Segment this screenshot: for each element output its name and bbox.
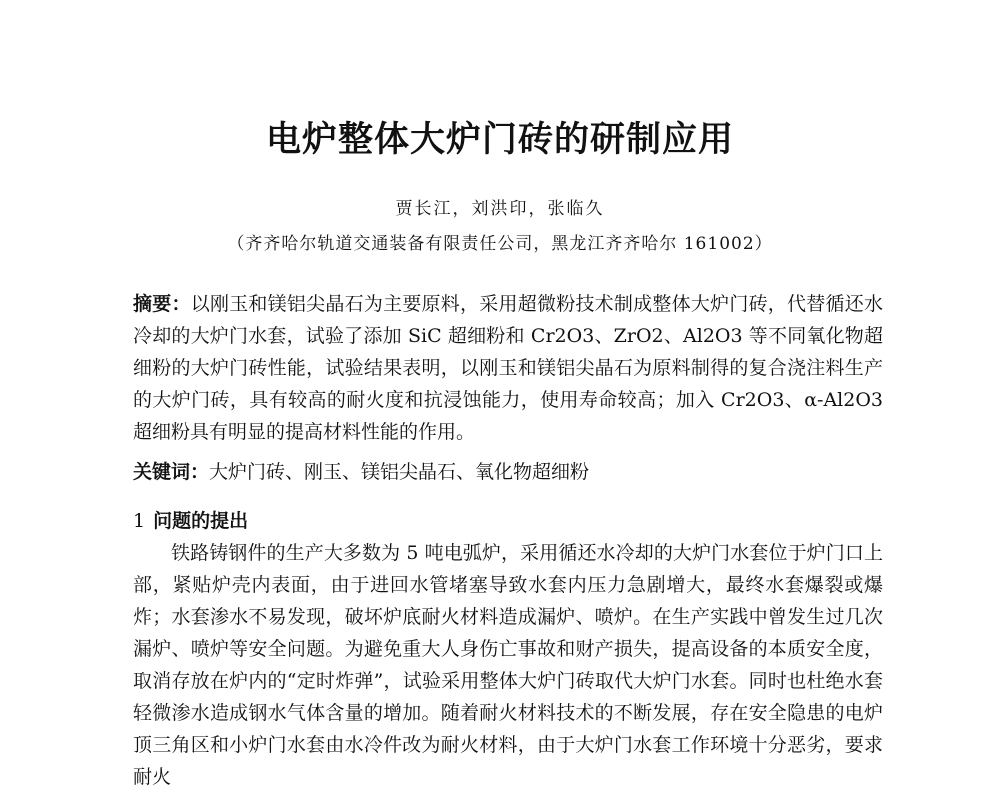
author-list: 贾长江，刘洪印，张临久 [395, 199, 605, 219]
section-paragraph: 铁路铸钢件的生产大多数为 5 吨电弧炉，采用循还水冷却的大炉门水套位于炉门口上部，紧贴炉壳内表面，由于进回水管堵塞导致水套内压力急剧增大，最终水套爆裂或爆炸；水套渗水不易发现，破坏炉底耐火材料造成漏炉、喷炉。在生产实践中曾发生过几次漏炉、喷炉等安全问题。为避免重大人身伤亡事故和财产损失，提高设备的本质安全度，取消存放在炉内的“定时炸弹”，试验采用整体大炉门砖取代大炉门水套。同时也杜绝水套轻微渗水造成钢水气体含量的增加。随着耐火材料技术的不断发展，存在安全隐患的电炉顶三角区和小炉门水套由水冷件改为耐火材料，由于大炉门水套工作环境十分恶劣，要求耐火 [133, 542, 883, 788]
keywords-text: 大炉门砖、刚玉、镁铝尖晶石、氧化物超细粉 [209, 461, 590, 483]
keywords-label: 关键词： [133, 461, 210, 483]
paper-title: 电炉整体大炉门砖的研制应用 [265, 120, 734, 160]
section-heading [133, 505, 248, 537]
section-heading-text: 问题的提出 [153, 510, 249, 532]
abstract-text: 以刚玉和镁铝尖晶石为主要原料，采用超微粉技术制成整体大炉门砖，代替循还水冷却的大炉门水套，试验了添加 SiC 超细粉和 Cr2O3、ZrO2、Al2O3 等不同氧化物超细粉的大炉门砖性能，试验结果表明，以刚玉和镁铝尖晶石为原料制得的复合浇注料生产的大炉门砖，具有较高的耐火度和抗浸蚀能力，使用寿命较高；加入 Cr2O3、α-Al2O3 超细粉具有明显的提高材料性能的作用。 [133, 293, 883, 443]
abstract [133, 288, 883, 448]
section-number: 1 [133, 510, 146, 532]
author-affiliation: （齐齐哈尔轨道交通装备有限责任公司，黑龙江齐齐哈尔 161002） [227, 234, 773, 254]
keywords [133, 456, 883, 488]
abstract-label: 摘要： [133, 293, 191, 315]
